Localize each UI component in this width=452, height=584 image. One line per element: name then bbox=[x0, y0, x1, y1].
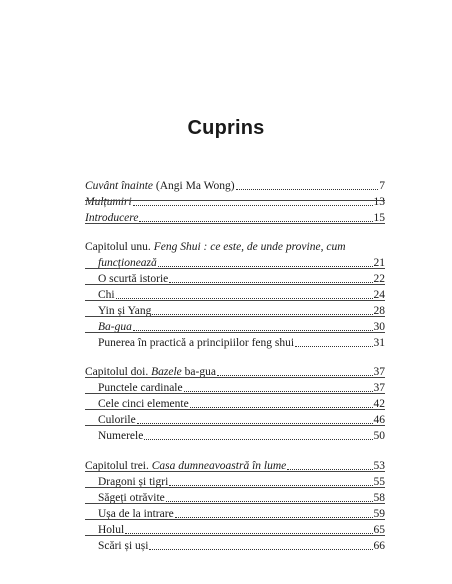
divider bbox=[85, 377, 385, 378]
toc-entry: O scurtă istorie 22 bbox=[98, 273, 385, 285]
divider bbox=[85, 284, 385, 285]
toc-entry: Ba-gua 30 bbox=[98, 321, 385, 333]
divider bbox=[85, 200, 385, 201]
toc-entry: Scări și uși 66 bbox=[98, 540, 385, 552]
toc-entry: Cele cinci elemente 42 bbox=[98, 398, 385, 410]
toc-entry: Săgeți otrăvite 58 bbox=[98, 492, 385, 504]
leader-dots bbox=[236, 178, 379, 190]
divider bbox=[85, 503, 385, 504]
toc-entry-label: Capitolul trei. Casa dumneavoastră în lume bbox=[85, 460, 287, 472]
divider bbox=[85, 223, 385, 224]
toc-entry: Numerele 50 bbox=[98, 430, 385, 442]
divider bbox=[85, 535, 385, 536]
divider bbox=[85, 487, 385, 488]
divider bbox=[85, 409, 385, 410]
toc-entry: Punerea în practică a principiilor feng shui 31 bbox=[98, 337, 385, 349]
toc-page-number: 15 bbox=[373, 212, 385, 224]
leader-dots bbox=[139, 210, 372, 222]
leader-dots bbox=[158, 255, 373, 267]
toc-entry-label: Mulțumiri bbox=[85, 196, 132, 208]
divider bbox=[85, 471, 385, 472]
divider bbox=[85, 332, 385, 333]
toc-entry: Culorile 46 bbox=[98, 414, 385, 426]
toc-entry: Punctele cardinale 37 bbox=[98, 382, 385, 394]
toc-entry-label: Cuvânt înainte (Angi Ma Wong) bbox=[85, 180, 235, 192]
toc-entry: Ușa de la intrare 59 bbox=[98, 508, 385, 520]
toc-entry-foreword bbox=[85, 178, 385, 194]
leader-dots bbox=[287, 458, 372, 470]
toc-entry-label: funcționează bbox=[98, 257, 157, 269]
leader-dots bbox=[217, 364, 373, 376]
page-title: Cuprins bbox=[187, 117, 265, 139]
toc-page-number: 13 bbox=[373, 196, 385, 208]
toc-entry-acknowledgements bbox=[85, 194, 385, 210]
divider bbox=[85, 519, 385, 520]
chapter-1-heading-line1: Capitolul unu. Feng Shui : ce este, de unde provine, cum bbox=[85, 241, 346, 253]
divider bbox=[85, 425, 385, 426]
divider bbox=[85, 393, 385, 394]
toc-page-number: 7 bbox=[379, 180, 385, 192]
toc-entry: Chi 24 bbox=[98, 289, 385, 301]
toc-entry-label: Introducere bbox=[85, 212, 139, 224]
toc-entry: Yin și Yang 28 bbox=[98, 305, 385, 317]
toc-entry: Holul 65 bbox=[98, 524, 385, 536]
divider bbox=[85, 300, 385, 301]
toc-page-number: 37 bbox=[373, 366, 385, 378]
divider bbox=[85, 316, 385, 317]
toc-entry: Dragoni și tigri 55 bbox=[98, 476, 385, 488]
toc-page-number: 53 bbox=[373, 460, 385, 472]
toc-page-number: 21 bbox=[373, 257, 385, 269]
toc-entry-label: Capitolul doi. Bazele ba-gua bbox=[85, 366, 216, 378]
divider bbox=[85, 268, 385, 269]
